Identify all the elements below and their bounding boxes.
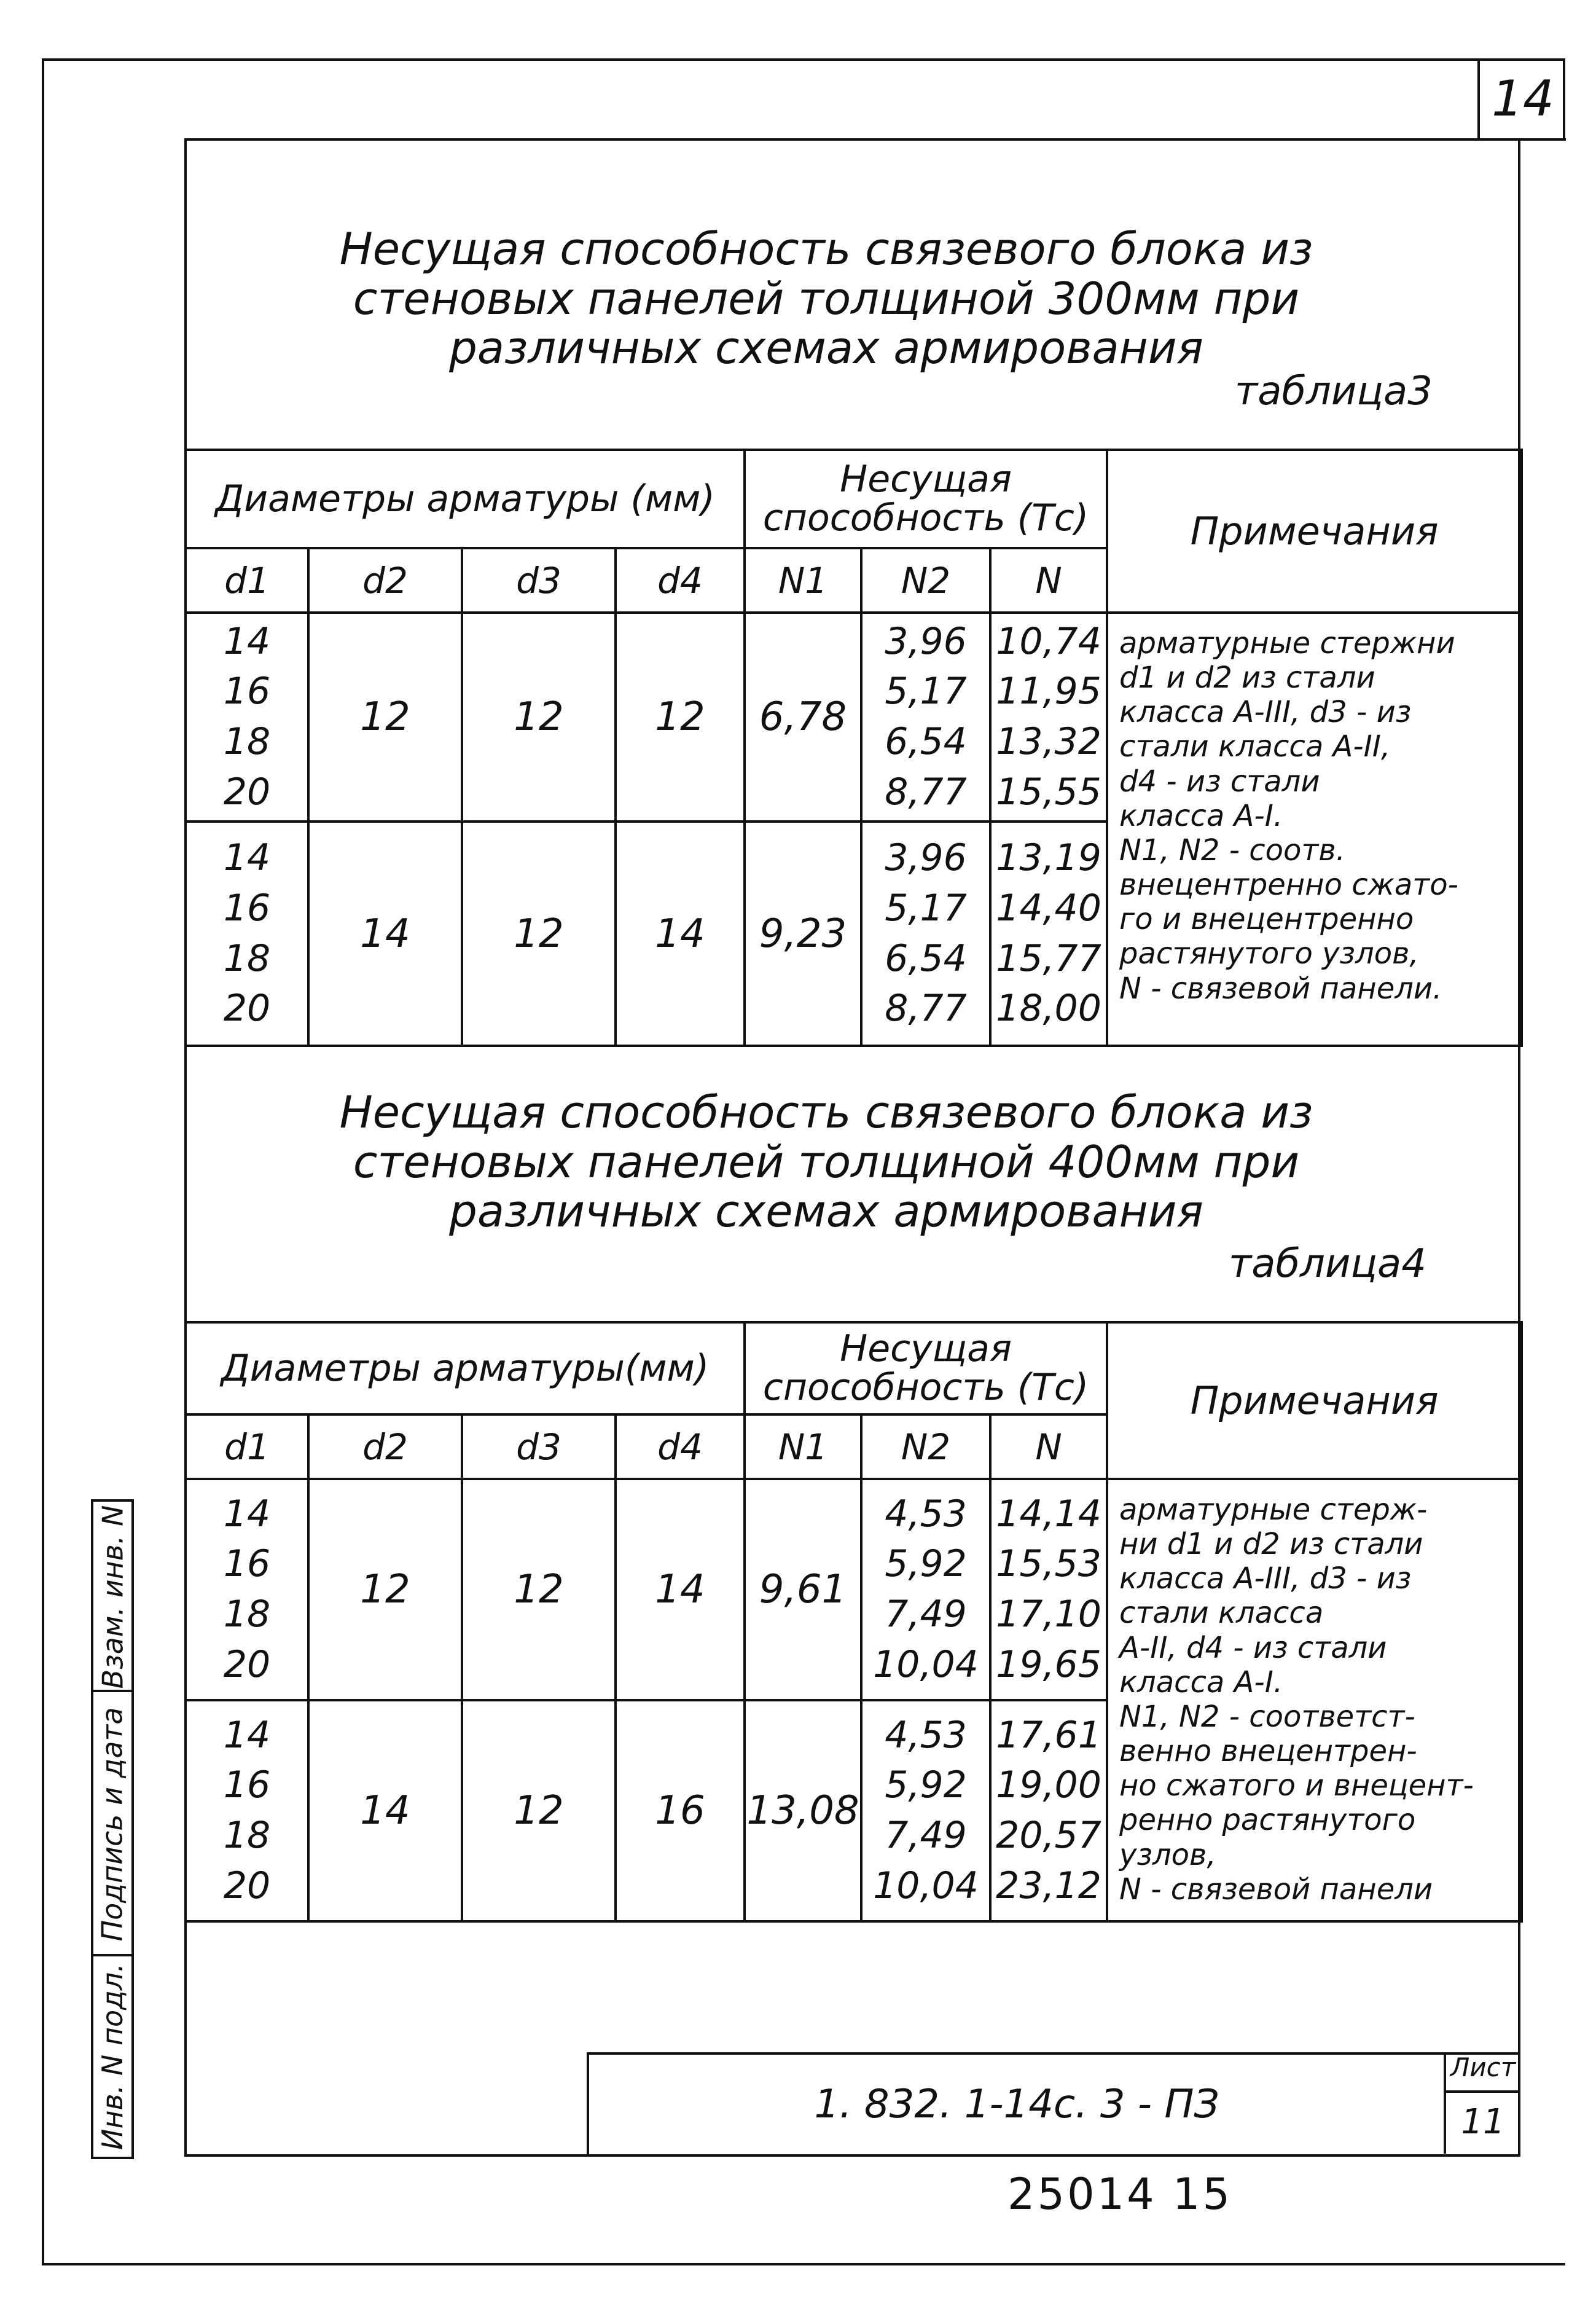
table4-title-line: различных схемах армирования (449, 1185, 1203, 1237)
table4-col-n1: N1 (745, 1414, 861, 1479)
footer-number: 25014 15 (1007, 2169, 1233, 2219)
note-line: d1 и d2 из стали (1119, 661, 1375, 696)
note-line: стали класса (1119, 1596, 1324, 1631)
table3-g2-n2 (861, 822, 990, 1046)
table3-col-d2: d2 (308, 548, 462, 613)
table3-g1-d2: 12 (308, 613, 462, 822)
table4-col-n2: N2 (861, 1414, 990, 1479)
note-line: N1, N2 - соотв. (1119, 833, 1345, 868)
stamp-sign-date (91, 1690, 134, 1956)
table-row (186, 613, 1522, 822)
table3-title-line: различных схемах армирования (449, 322, 1203, 374)
table4-g2-d1 (186, 1700, 308, 1921)
stamp-label: Инв. N подл. (96, 1963, 130, 2150)
note-line: но сжатого и внецент- (1119, 1768, 1474, 1803)
table4-g2-d4: 16 (616, 1700, 745, 1921)
table4-g1-n2 (861, 1479, 990, 1700)
cell-value: 17,61 (996, 1713, 1101, 1757)
table-row (186, 1479, 1522, 1700)
table3-g2-n1: 9,23 (745, 822, 861, 1046)
table3-col-d4: d4 (616, 548, 745, 613)
note-line: растянутого узлов, (1119, 936, 1419, 971)
titleblock-left-line (587, 2052, 589, 2157)
cell-value: 5,17 (885, 670, 967, 713)
cell-value: 15,77 (996, 936, 1101, 980)
table3-capacity-header: Несущая способность (Тс) (745, 450, 1107, 548)
note-line: арматурные стерж- (1119, 1492, 1428, 1527)
table3-title (258, 224, 1395, 373)
titleblock-top-line (587, 2052, 1520, 2055)
table4-title-line: стеновых панелей толщиной 400мм при (353, 1136, 1300, 1188)
table4-g2-n1: 13,08 (745, 1700, 861, 1921)
cell-value: 19,00 (996, 1763, 1101, 1807)
table3-g1-d1 (186, 613, 308, 822)
table4-notes (1107, 1479, 1522, 1921)
table4-diameters-header: Диаметры арматуры(мм) (186, 1322, 745, 1414)
cell-value: 16 (223, 886, 271, 930)
note-line: класса А-III, d3 - из (1119, 695, 1412, 730)
sheet-number: 11 (1461, 2102, 1505, 2142)
outer-frame-top (42, 58, 1565, 61)
document-code: 1. 832. 1-14с. 3 - ПЗ (814, 2082, 1219, 2127)
table3-col-d3: d3 (462, 548, 616, 613)
cell-value: 20 (223, 987, 271, 1030)
cell-value: 18 (223, 1814, 271, 1857)
table4-title-line: Несущая способность связевого блока из (339, 1086, 1313, 1138)
table3-g1-n1: 6,78 (745, 613, 861, 822)
table4-capacity-header: Несущая способность (Тс) (745, 1322, 1107, 1414)
cell-value: 23,12 (996, 1864, 1101, 1907)
cell-value: 18,00 (996, 987, 1101, 1030)
table3-col-n: N (990, 548, 1107, 613)
cell-value: 20 (223, 1642, 271, 1686)
table3-g2-d1 (186, 822, 308, 1046)
stamp-label: Взам. инв. N (96, 1505, 130, 1689)
table4-g2-n (990, 1700, 1107, 1921)
cell-value: 16 (223, 1542, 271, 1586)
cell-value: 18 (223, 720, 271, 763)
note-line: го и внецентренно (1119, 902, 1414, 937)
cell-value: 4,53 (885, 1713, 967, 1757)
table4-title (258, 1088, 1395, 1236)
cell-value: 14 (223, 836, 271, 880)
table3-notes-header: Примечания (1107, 450, 1522, 613)
inner-frame-bottom (184, 2154, 1520, 2157)
table4-col-d1: d1 (186, 1414, 308, 1479)
table3-g2-d4: 14 (616, 822, 745, 1046)
table3-g1-n (990, 613, 1107, 822)
note-line: А-II, d4 - из стали (1119, 1630, 1387, 1665)
table3-g1-n2 (861, 613, 990, 822)
cell-value: 8,77 (885, 770, 967, 814)
stamp-label: Подпись и дата (96, 1707, 129, 1942)
outer-frame-left (42, 58, 44, 2264)
note-line: N - связевой панели (1119, 1872, 1433, 1907)
table4-g1-d2: 12 (308, 1479, 462, 1700)
cell-value: 16 (223, 670, 271, 713)
cell-value: 5,92 (885, 1542, 967, 1586)
cell-value: 7,49 (885, 1814, 967, 1857)
stamp-replace-inv (91, 1499, 134, 1692)
cell-value: 8,77 (885, 987, 967, 1030)
cell-value: 18 (223, 1593, 271, 1636)
table3 (184, 449, 1523, 1047)
table4-g2-n2 (861, 1700, 990, 1921)
cell-value: 14,14 (996, 1492, 1101, 1536)
cell-value: 10,04 (873, 1864, 979, 1907)
cell-value: 11,95 (996, 670, 1101, 713)
cell-value: 16 (223, 1763, 271, 1807)
table4-g2-d3: 12 (462, 1700, 616, 1921)
table3-col-n1: N1 (745, 548, 861, 613)
cell-value: 20,57 (996, 1814, 1101, 1857)
table3-g2-d2: 14 (308, 822, 462, 1046)
table3-g1-d4: 12 (616, 613, 745, 822)
cell-value: 14 (223, 1713, 271, 1757)
table3-title-line: стеновых панелей толщиной 300мм при (353, 272, 1300, 324)
cell-value: 5,92 (885, 1763, 967, 1807)
note-line: арматурные стержни (1119, 626, 1455, 661)
cell-value: 13,19 (996, 836, 1101, 880)
cell-value: 14 (223, 619, 271, 663)
table3-g2-d3: 12 (462, 822, 616, 1046)
outer-frame-bottom (42, 2263, 1565, 2265)
table4-col-n: N (990, 1414, 1107, 1479)
table4-g1-d3: 12 (462, 1479, 616, 1700)
table3-g2-n (990, 822, 1107, 1046)
cell-value: 20 (223, 770, 271, 814)
cell-value: 5,17 (885, 886, 967, 930)
table4-g2-d2: 14 (308, 1700, 462, 1921)
cell-value: 3,96 (885, 619, 967, 663)
table3-col-n2: N2 (861, 548, 990, 613)
cell-value: 17,10 (996, 1593, 1101, 1636)
note-line: внецентренно сжато- (1119, 868, 1458, 903)
note-line: ренно растянутого узлов, (1119, 1803, 1416, 1872)
inner-frame-top (184, 138, 1520, 141)
note-line: венно внецентрен- (1119, 1734, 1417, 1769)
table4-g1-n (990, 1479, 1107, 1700)
cell-value: 18 (223, 936, 271, 980)
stamp-inv-no (91, 1954, 134, 2159)
cell-value: 3,96 (885, 836, 967, 880)
cell-value: 19,65 (996, 1642, 1101, 1686)
cell-value: 7,49 (885, 1593, 967, 1636)
table3-label: таблица3 (1235, 369, 1433, 414)
note-line: стали класса А-II, (1119, 729, 1391, 764)
cell-value: 13,32 (996, 720, 1101, 763)
table4-g1-d4: 14 (616, 1479, 745, 1700)
note-line: ни d1 и d2 из стали (1119, 1527, 1423, 1562)
sheet-label: Лист (1446, 2052, 1520, 2093)
cell-value: 6,54 (885, 720, 967, 763)
note-line: класса А-I. (1119, 1665, 1283, 1700)
table3-notes (1107, 613, 1522, 1046)
table4-col-d3: d3 (462, 1414, 616, 1479)
note-line: класса А-I. (1119, 798, 1283, 833)
cell-value: 15,55 (996, 770, 1101, 814)
cell-value: 10,74 (996, 619, 1101, 663)
table3-title-line: Несущая способность связевого блока из (339, 223, 1313, 275)
table4 (184, 1321, 1523, 1923)
table4-label: таблица4 (1229, 1241, 1426, 1287)
cell-value: 14 (223, 1492, 271, 1536)
table3-col-d1: d1 (186, 548, 308, 613)
table3-diameters-header: Диаметры арматуры (мм) (186, 450, 745, 548)
cell-value: 15,53 (996, 1542, 1101, 1586)
sheet-box (1444, 2052, 1520, 2154)
table4-g1-d1 (186, 1479, 308, 1700)
table4-col-d2: d2 (308, 1414, 462, 1479)
table4-notes-header: Примечания (1107, 1322, 1522, 1479)
cell-value: 4,53 (885, 1492, 967, 1536)
note-line: d4 - из стали (1119, 764, 1320, 799)
table4-col-d4: d4 (616, 1414, 745, 1479)
cell-value: 10,04 (873, 1642, 979, 1686)
page-corner-number: 14 (1477, 58, 1566, 141)
table3-g1-d3: 12 (462, 613, 616, 822)
note-line: N - связевой панели. (1119, 971, 1442, 1006)
note-line: класса А-III, d3 - из (1119, 1561, 1412, 1596)
table4-g1-n1: 9,61 (745, 1479, 861, 1700)
cell-value: 14,40 (996, 886, 1101, 930)
cell-value: 20 (223, 1864, 271, 1907)
note-line: N1, N2 - соответст- (1119, 1699, 1415, 1734)
cell-value: 6,54 (885, 936, 967, 980)
